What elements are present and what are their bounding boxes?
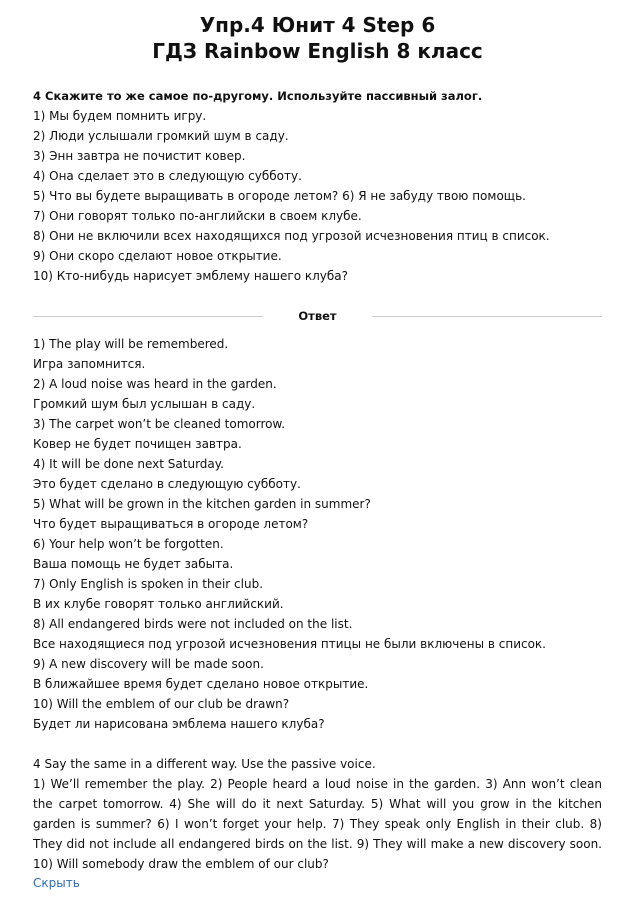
- answer-line: Ковер не будет почищен завтра.: [33, 437, 242, 451]
- task-item: 1) Мы будем помнить игру.: [33, 109, 207, 123]
- answer-line: Ваша помощь не будет забыта.: [33, 557, 234, 571]
- answer-line: Игра запомнится.: [33, 357, 146, 371]
- answer-line: Будет ли нарисована эмблема нашего клуба?: [33, 717, 325, 731]
- task-item: 5) Что вы будете выращивать в огороде летом? 6) Я не забуду твою помощь.: [33, 189, 526, 203]
- task-item: 9) Они скоро сделают новое открытие.: [33, 249, 282, 263]
- answer-line: В ближайшее время будет сделано новое открытие.: [33, 677, 369, 691]
- task-item: 8) Они не включили всех находящихся под угрозой исчезновения птиц в список.: [33, 229, 550, 243]
- answer-label: Ответ: [298, 309, 337, 323]
- answer-line: 4) It will be done next Saturday.: [33, 457, 224, 471]
- answer-line: 9) A new discovery will be made soon.: [33, 657, 264, 671]
- answer-line: 5) What will be grown in the kitchen garden in summer?: [33, 497, 371, 511]
- page-title: [0, 0, 635, 64]
- divider-rule-right: [372, 316, 602, 317]
- content: [33, 86, 602, 892]
- task-item: 7) Они говорят только по-английски в своем клубе.: [33, 209, 362, 223]
- answer-line: 10) Will the emblem of our club be drawn?: [33, 697, 290, 711]
- answer-list: [33, 334, 602, 734]
- answer-line: В их клубе говорят только английский.: [33, 597, 284, 611]
- task-item: 10) Кто-нибудь нарисует эмблему нашего клуба?: [33, 269, 349, 283]
- task-list: [33, 106, 602, 286]
- title-line-2: ГДЗ Rainbow English 8 класс: [152, 39, 483, 63]
- answer-divider: [33, 306, 602, 326]
- english-task-heading: 4 Say the same in a different way. Use the passive voice.: [33, 757, 376, 771]
- task-item: 4) Она сделает это в следующую субботу.: [33, 169, 302, 183]
- task-heading: 4 Скажите то же самое по-другому. Используйте пассивный залог.: [33, 89, 483, 103]
- english-task-paragraph: 1) We’ll remember the play. 2) People heard a loud noise in the garden. 3) Ann won’t clean the carpet tomorrow. 4) She will do it next Saturday. 5) What will you grow in the kitchen garden is summer? 6) I won’t forget your help. 7) They speak only English in their club. 8) They did not include all endangered birds on the list. 9) They will make a new discovery soon. 10) Will somebody draw the emblem of our club?: [33, 777, 602, 871]
- task-item: 3) Энн завтра не почистит ковер.: [33, 149, 246, 163]
- answer-line: 1) The play will be remembered.: [33, 337, 229, 351]
- hide-link[interactable]: Скрыть: [33, 876, 80, 890]
- answer-line: 3) The carpet won’t be cleaned tomorrow.: [33, 417, 286, 431]
- answer-line: 2) A loud noise was heard in the garden.: [33, 377, 277, 391]
- answer-line: 8) All endangered birds were not included on the list.: [33, 617, 353, 631]
- answer-line: 7) Only English is spoken in their club.: [33, 577, 264, 591]
- answer-line: 6) Your help won’t be forgotten.: [33, 537, 224, 551]
- answer-line: Это будет сделано в следующую субботу.: [33, 477, 301, 491]
- answer-line: Все находящиеся под угрозой исчезновения птицы не были включены в список.: [33, 637, 546, 651]
- answer-line: Громкий шум был услышан в саду.: [33, 397, 256, 411]
- task-item: 2) Люди услышали громкий шум в саду.: [33, 129, 289, 143]
- spacer: [33, 734, 602, 754]
- answer-line: Что будет выращиваться в огороде летом?: [33, 517, 309, 531]
- title-line-1: Упр.4 Юнит 4 Step 6: [199, 13, 436, 37]
